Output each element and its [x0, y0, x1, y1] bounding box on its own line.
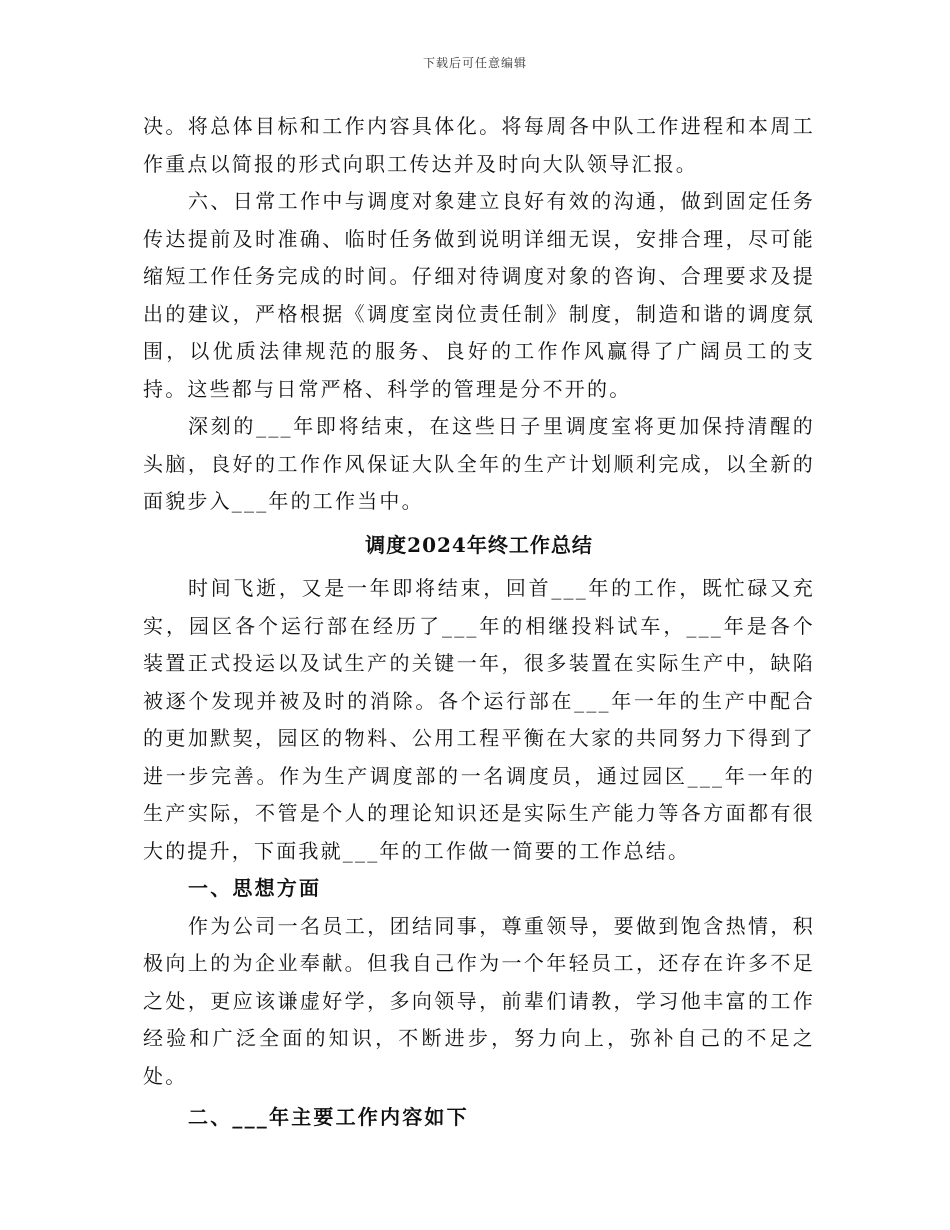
section-title: 调度2024年终工作总结: [365, 532, 593, 557]
document-body: [143, 108, 815, 1137]
paragraph-thought: 作为公司一名员工，团结同事，尊重领导，要做到饱含热情，积极向上的为企业奉献。但我自己作为一个年轻员工，还存在许多不足之处，更应该谦虚好学，多向领导，前辈们请教，学习他丰富的工作经验和广泛全面的知识，不断进步，努力向上，弥补自己的不足之处。: [143, 913, 815, 1088]
paragraph-item-six: 六、日常工作中与调度对象建立良好有效的沟通，做到固定任务传达提前及时准确、临时任务做到说明详细无误，安排合理，尽可能缩短工作任务完成的时间。仔细对待调度对象的咨询、合理要求及提出的建议，严格根据《调度室岗位责任制》制度，制造和谐的调度氛围，以优质法律规范的服务、良好的工作作风赢得了广阔员工的支持。这些都与日常严格、科学的管理是分不开的。: [143, 189, 815, 401]
paragraph-continuation: 决。将总体目标和工作内容具体化。将每周各中队工作进程和本周工作重点以简报的形式向职工传达并及时向大队领导汇报。: [143, 114, 815, 176]
heading-main-work: 二、___年主要工作内容如下: [188, 1105, 469, 1129]
page-header: 下载后可任意编辑: [422, 56, 527, 70]
paragraph-intro: 时间飞逝，又是一年即将结束，回首___年的工作，既忙碌又充实，园区各个运行部在经历了___年的相继投料试车，___年是各个装置正式投运以及试生产的关键一年，很多装置在实际生产中，缺陷被逐个发现并被及时的消除。各个运行部在___年一年的生产中配合的更加默契，园区的物料、公用工程平衡在大家的共同努力下得到了进一步完善。作为生产调度部的一名调度员，通过园区___年一年的生产实际，不管是个人的理论知识还是实际生产能力等各方面都有很大的提升，下面我就___年的工作做一简要的工作总结。: [143, 576, 815, 863]
heading-thought: 一、思想方面: [188, 876, 322, 900]
paragraph-closing: 深刻的___年即将结束，在这些日子里调度室将更加保持清醒的头脑，良好的工作作风保证大队全年的生产计划顺利完成，以全新的面貌步入___年的工作当中。: [143, 414, 815, 513]
